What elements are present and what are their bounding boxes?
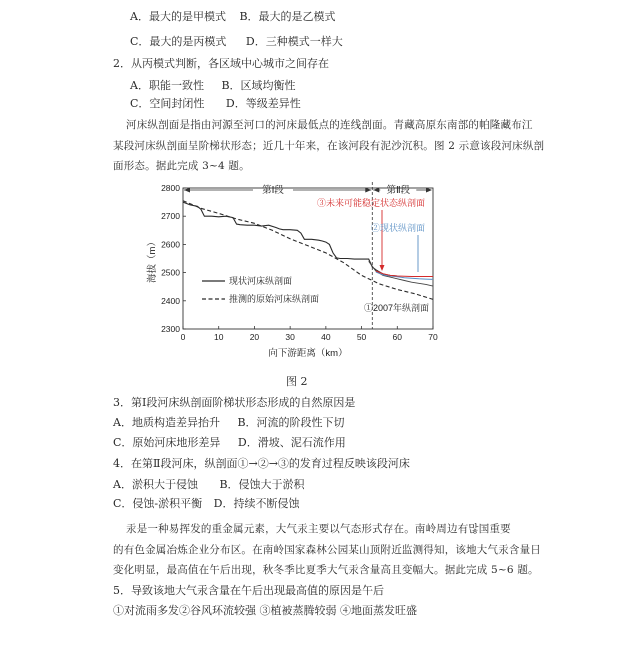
q3-stem: 3．第Ⅰ段河床纵剖面阶梯状形态形成的自然原因是 <box>113 396 356 409</box>
q3-option-a: A．地质构造差异抬升 <box>113 416 220 429</box>
y-tick-label: 2800 <box>161 183 180 193</box>
q4-option-c: C．侵蚀-淤积平衡 <box>113 497 203 510</box>
x-tick-label: 30 <box>285 332 295 342</box>
q4-option-b: B．侵蚀大于淤积 <box>219 478 305 491</box>
q2-options-row2 <box>130 97 301 111</box>
x-tick-label: 0 <box>180 332 186 342</box>
original-profile-line <box>183 201 433 300</box>
x-tick-label: 50 <box>356 332 367 342</box>
profile-2007-line <box>369 261 433 286</box>
river-profile-chart <box>145 178 450 363</box>
legend-dashed-label: 推测的原始河床纵剖面 <box>229 294 320 304</box>
q2-options-row1 <box>130 79 296 93</box>
q3-option-b: B．河流的阶段性下切 <box>237 416 345 429</box>
y-tick-label: 2700 <box>161 211 180 222</box>
q3-option-d: D．滑坡、泥石流作用 <box>237 436 346 449</box>
figure-caption: 图 2 <box>286 375 308 388</box>
q4-option-a: A．淤积大于侵蚀 <box>113 478 198 491</box>
passage1-line2: 某段河床纵剖面呈阶梯状形态；近几十年来，在该河段有泥沙沉积。图 2 示意该段河床纵剖 <box>113 140 545 152</box>
seg1-label: 第Ⅰ段 <box>262 185 284 196</box>
annotation-3: ③未来可能稳定状态纵剖面 <box>317 198 426 208</box>
annotation-2: ②现状纵剖面 <box>371 223 426 233</box>
passage2-line2: 的有色金属冶炼企业分布区。在南岭国家森林公园某山顶附近监测得知，该地大气汞含量日 <box>113 544 541 556</box>
q2-option-d: D．等级差异性 <box>225 97 301 110</box>
y-tick-label: 2300 <box>161 324 180 334</box>
x-tick-label: 70 <box>428 332 438 342</box>
x-axis-title: 向下游距离（km） <box>268 348 348 359</box>
q5-stem: 5．导致该地大气汞含量在午后出现最高值的原因是午后 <box>113 584 384 597</box>
x-tick-label: 20 <box>249 332 260 342</box>
passage1-line3: 面形态。据此完成 3~4 题。 <box>113 160 250 172</box>
q1-options-row1 <box>130 10 336 24</box>
q4-options-row1 <box>113 478 305 492</box>
x-tick-label: 40 <box>321 332 331 342</box>
q3-options-row2 <box>113 436 346 450</box>
q1-option-c: C．最大的是丙模式 <box>130 35 227 48</box>
y-tick-label: 2600 <box>161 239 180 250</box>
annotation-3-arrowhead <box>380 265 385 271</box>
q4-options-row2 <box>113 497 299 511</box>
q1-options-row2 <box>130 35 343 49</box>
y-axis-title: 海拔（m） <box>147 237 158 283</box>
passage2-line1: 汞是一种易挥发的重金属元素，大气汞主要以气态形式存在。南岭周边有많国重要 <box>126 523 511 535</box>
x-tick-label: 60 <box>392 332 403 342</box>
q4-stem: 4．在第Ⅱ段河床，纵剖面①→②→③的发育过程反映该段河床 <box>113 457 410 470</box>
q2-option-b: B．区域均衡性 <box>221 79 296 92</box>
x-tick-label: 10 <box>213 332 224 342</box>
legend-solid-label: 现状河床纵剖面 <box>229 276 293 286</box>
q2-option-c: C．空间封闭性 <box>130 97 205 110</box>
q3-option-c: C．原始河床地形差异 <box>113 436 221 449</box>
q3-options-row1 <box>113 416 345 430</box>
q2-option-a: A．职能一致性 <box>130 79 204 92</box>
annotation-1: ①2007年纵剖面 <box>364 303 430 313</box>
seg2-label: 第Ⅱ段 <box>386 185 411 196</box>
y-tick-label: 2500 <box>161 267 180 278</box>
y-tick-label: 2400 <box>161 295 180 306</box>
q4-option-d: D．持续不断侵蚀 <box>213 497 300 510</box>
q5-options: ①对流雨多发②谷风环流较强 ③植被蒸腾较弱 ④地面蒸发旺盛 <box>113 604 417 617</box>
passage2-line3: 变化明显，最高值在午后出现，秋冬季比夏季大气汞含量高且变幅大。据此完成 5~6 题。 <box>113 564 539 576</box>
q1-option-a: A．最大的是甲模式 <box>130 10 226 23</box>
q1-option-d: D．三种模式一样大 <box>245 35 343 48</box>
q1-option-b: B．最大的是乙模式 <box>239 10 336 23</box>
passage1-line1: 河床纵剖面是指由河源至河口的河床最低点的连线剖面。青藏高原东南部的帕隆藏布江 <box>126 119 533 131</box>
q2-stem: 2．从丙模式判断，各区域中心城市之间存在 <box>113 57 329 70</box>
